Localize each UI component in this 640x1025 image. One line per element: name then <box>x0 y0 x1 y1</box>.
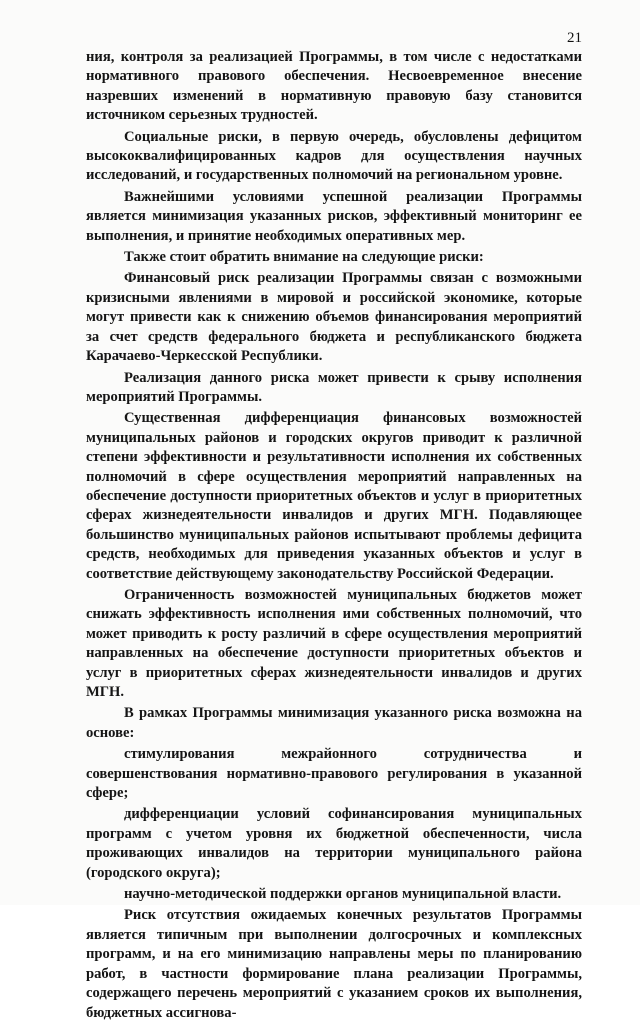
paragraph-minimization-basis: В рамках Программы минимизация указанного риска возможна на основе: <box>86 705 582 741</box>
paragraph-budget-limits: Ограниченность возможностей муниципальных бюджетов может снижать эффективность исполнения ими собственных полномочий, что может приводить к росту различий в сфере осуществления мероприятий направленных на обеспечение доступности приоритетных объектов и услуг в приоритетных сферах жизнедеятельности инвалидов и других МГН. <box>86 586 582 700</box>
paragraph-financial-risk: Финансовый риск реализации Программы связан с возможными кризисными явлениями в мировой и российской экономике, которые могут привести как к снижению объемов финансирования мероприятий за счет средств федерального бюджета и республиканского бюджета Карачаево-Черкесской Республики. <box>86 270 582 365</box>
list-item-methodical-support: научно-методической поддержки органов муниципальной власти. <box>124 886 562 903</box>
paragraph-success-conditions: Важнейшими условиями успешной реализации Программы является минимизация указанных рисков, эффективный мониторинг ее выполнения, и принятие необходимых оперативных мер. <box>86 188 582 244</box>
paragraph-results-risk: Риск отсутствия ожидаемых конечных результатов Программы является типичным при выполнении долгосрочных и комплексных программ, и на его минимизацию направлены меры по планированию работ, в частности формирование плана реализации Программы, содержащего перечень мероприятий с указанием сроков их выполнения, бюджетных ассигнова- <box>86 907 582 1021</box>
list-item-differentiation: дифференциации условий софинансирования муниципальных программ с учетом уровня их бюджетной обеспеченности, числа проживающих инвалидов на территории муниципального района (городского округа); <box>86 806 582 881</box>
paragraph-risks-intro: Также стоит обратить внимание на следующие риски: <box>124 249 484 266</box>
list-item-stimulation: стимулирования межрайонного сотрудничества и совершенствования нормативно-правового регулирования в указанной сфере; <box>86 746 582 802</box>
paragraph-differentiation: Существенная дифференциация финансовых возможностей муниципальных районов и городских округов приводит к различной степени эффективности и результативности исполнения их собственных полномочий в сфере осуществления мероприятий направленных на обеспечение доступности приоритетных объектов и услуг в приоритетных сферах жизнедеятельности инвалидов и других МГН. Подавляющее большинство муниципальных районов испытывают проблемы дефицита средств, необходимых для приведения указанных объектов и услуг в соответствие действующему законодательству Российской Федерации. <box>86 410 582 582</box>
paragraph-risk-realization: Реализация данного риска может привести к срыву исполнения мероприятий Программы. <box>86 369 582 405</box>
document-body <box>86 48 582 1025</box>
paragraph-social-risks: Социальные риски, в первую очередь, обусловлены дефицитом высококвалифицированных кадров для осуществления научных исследований, и государственных полномочий на региональном уровне. <box>86 128 582 184</box>
paragraph-continued: ния, контроля за реализацией Программы, в том числе с недостатками нормативного правового обеспечения. Несвоевременное внесение назревших изменений в нормативную правовую базу становится источником серьезных трудностей. <box>86 49 582 124</box>
page-number: 21 <box>567 30 582 46</box>
